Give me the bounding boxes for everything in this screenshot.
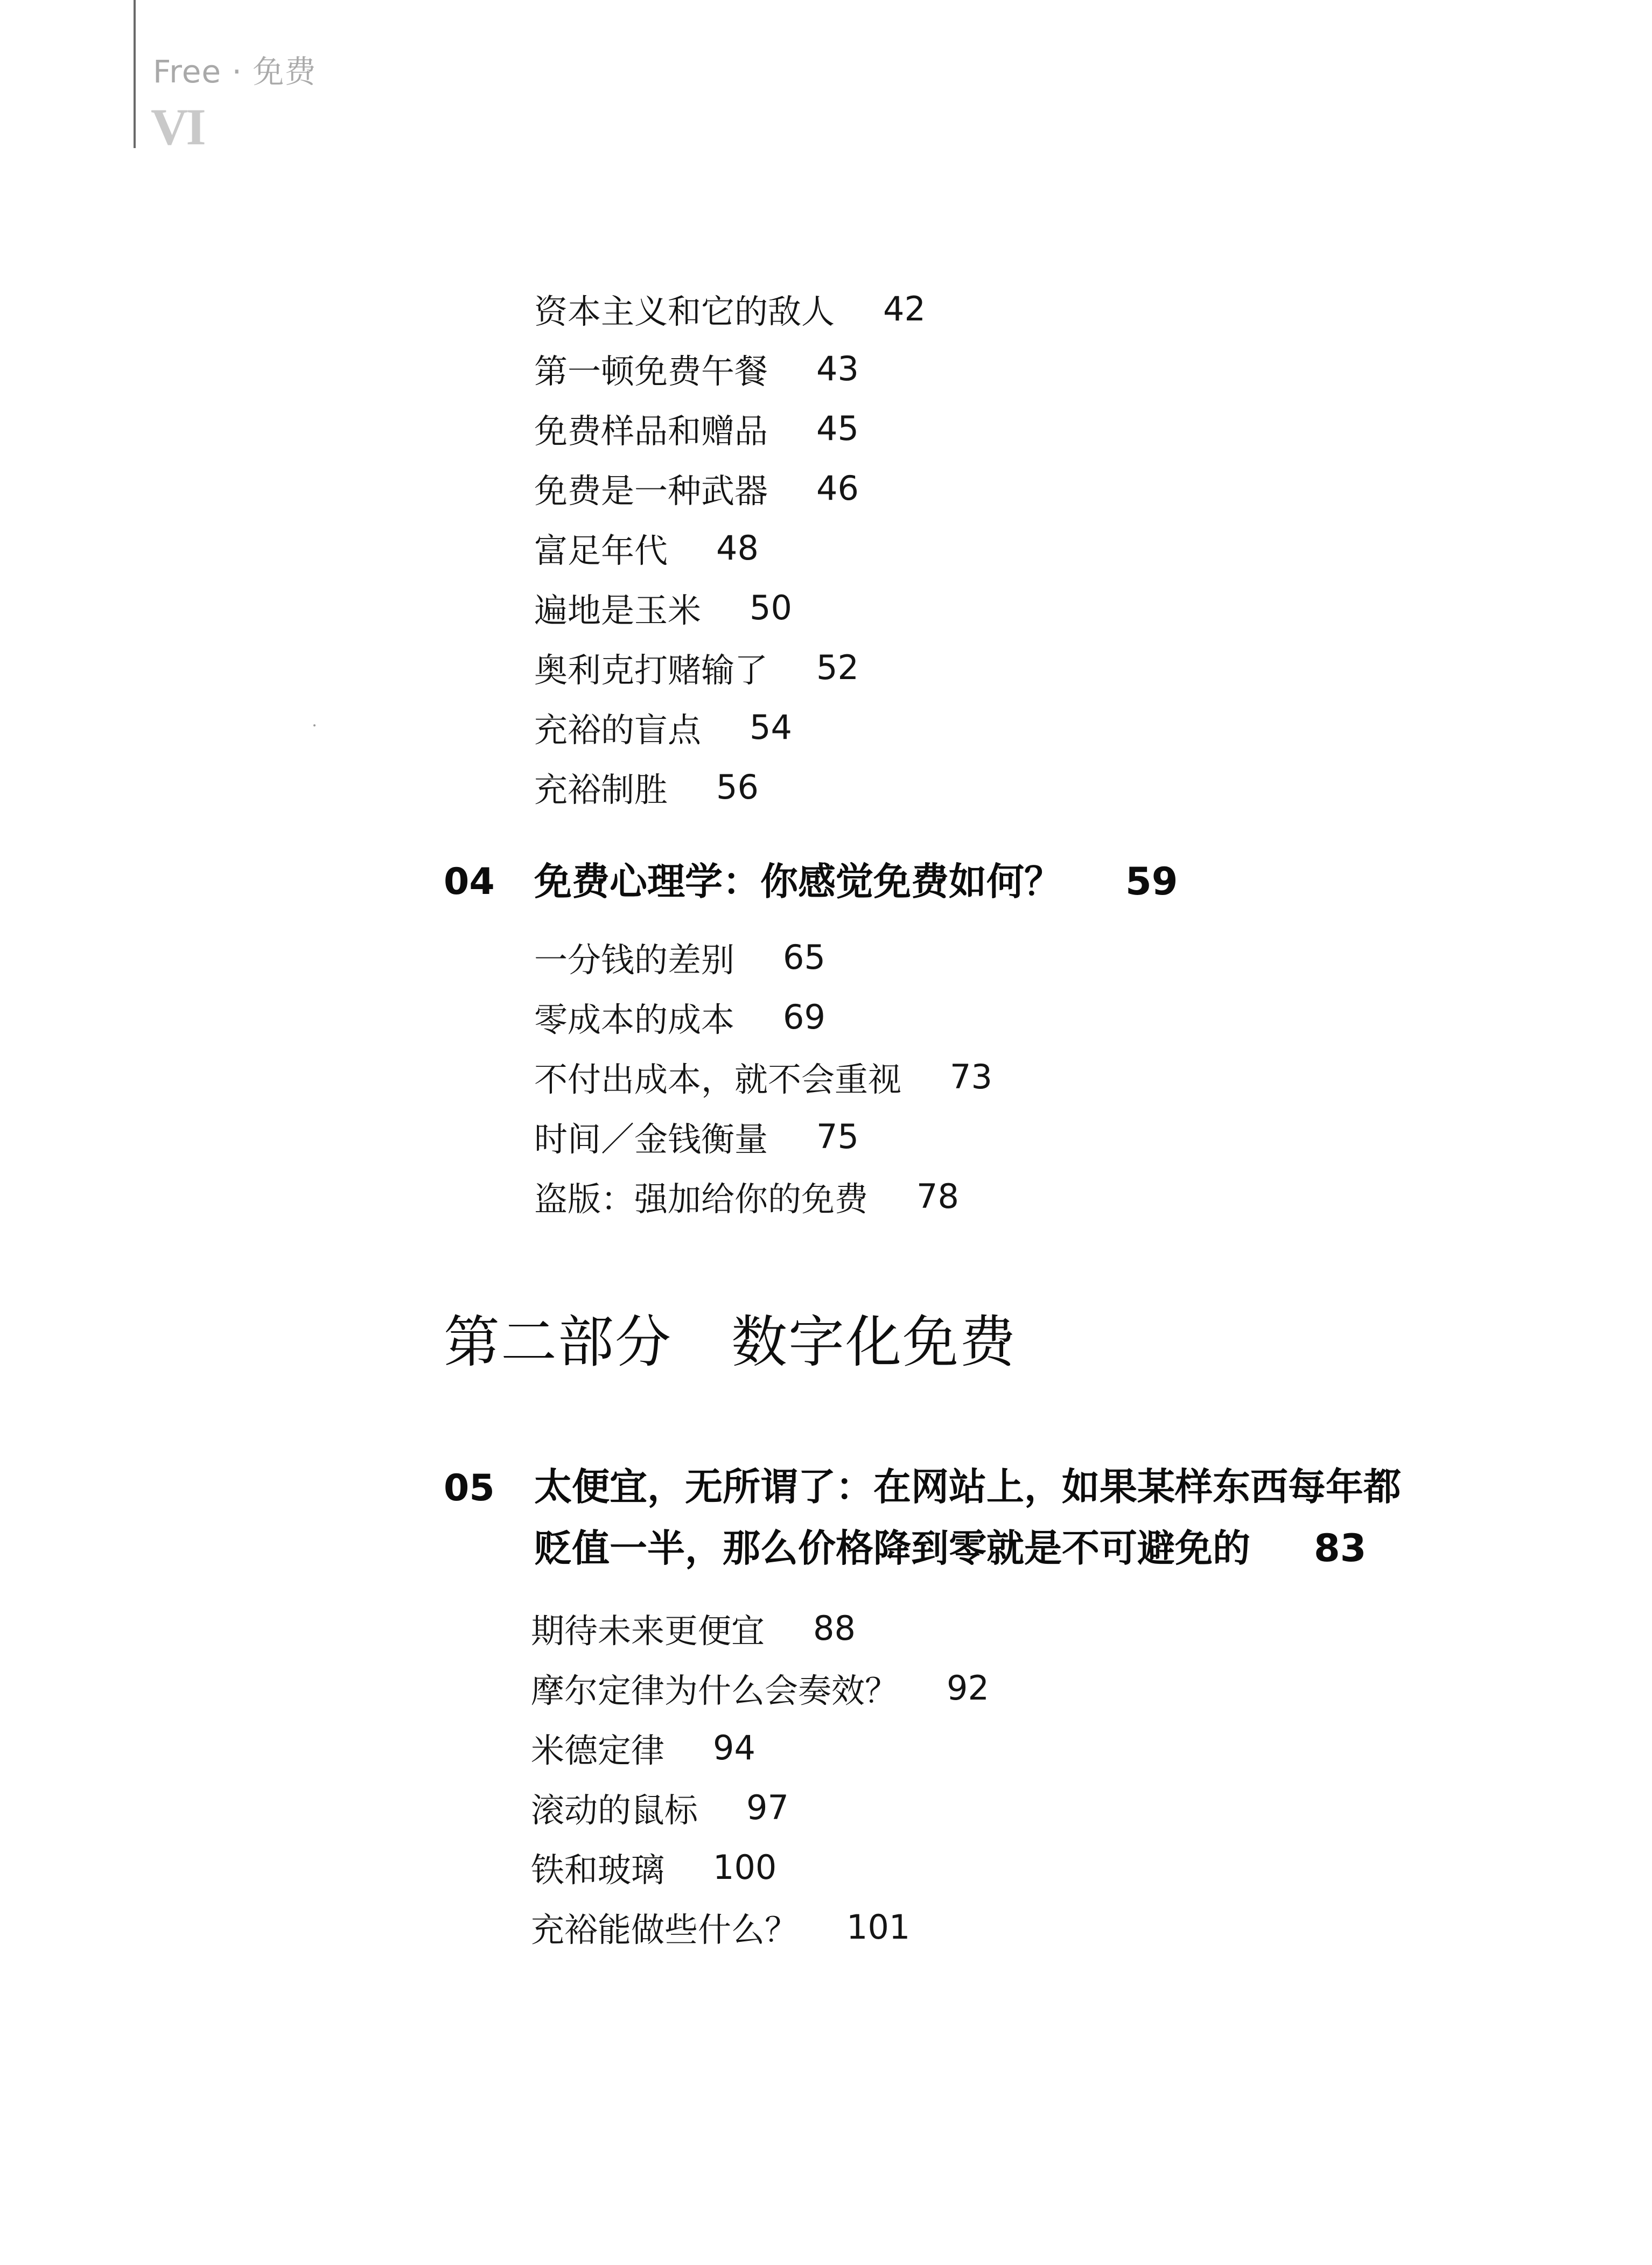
toc-entry-title: 米德定律 <box>531 1731 665 1770</box>
toc-entry[interactable] <box>534 987 992 1047</box>
toc-entry-title: 充裕制胜 <box>534 770 668 809</box>
toc-entry-title: 免费是一种武器 <box>534 471 768 511</box>
part-heading <box>444 1309 1017 1375</box>
toc-entry[interactable] <box>534 697 926 757</box>
toc-entry-title: 摩尔定律为什么会奏效？ <box>531 1671 899 1710</box>
toc-entry-title: 盗版：强加给你的免费 <box>534 1179 869 1219</box>
toc-entry-page: 52 <box>816 648 859 687</box>
toc-entry-page: 45 <box>816 409 859 448</box>
toc-entry-page: 100 <box>713 1848 777 1887</box>
toc-entry[interactable] <box>531 1837 989 1897</box>
toc-entry[interactable] <box>534 1166 992 1226</box>
toc-entry-page: 43 <box>816 349 859 388</box>
toc-entry-page: 50 <box>750 588 792 627</box>
toc-entry-page: 78 <box>916 1177 959 1216</box>
toc-entry[interactable] <box>534 1107 992 1166</box>
chapter-title-line-2 <box>534 1526 1367 1570</box>
toc-entry-title: 一分钱的差别 <box>534 940 735 980</box>
toc-entry[interactable] <box>534 757 926 817</box>
chapter-title-line-1: 太便宜，无所谓了：在网站上，如果某样东西每年都 <box>534 1465 1401 1509</box>
chapter-title-line <box>534 859 1178 904</box>
toc-entry-title: 奥利克打赌输了 <box>534 651 768 690</box>
toc-entry-title: 零成本的成本 <box>534 1000 735 1039</box>
toc-entry[interactable] <box>534 927 992 987</box>
toc-entry-title: 富足年代 <box>534 531 668 570</box>
toc-entry[interactable] <box>534 339 926 399</box>
toc-entry[interactable] <box>531 1897 989 1957</box>
toc-entry-title: 充裕能做些什么？ <box>531 1910 799 1949</box>
chapter-number: 05 <box>444 1467 495 1509</box>
toc-entry-page: 92 <box>947 1668 989 1708</box>
toc-section-list-ch05 <box>531 1598 989 1957</box>
toc-entry-title: 资本主义和它的敌人 <box>534 292 835 331</box>
toc-entry-title: 第一顿免费午餐 <box>534 352 768 391</box>
toc-entry-title: 免费样品和赠品 <box>534 411 768 451</box>
toc-entry-page: 56 <box>716 767 759 807</box>
toc-entry[interactable] <box>534 518 926 578</box>
chapter-page: 59 <box>1125 859 1178 904</box>
toc-entry-title: 时间／金钱衡量 <box>534 1120 768 1159</box>
toc-entry[interactable] <box>531 1658 989 1718</box>
toc-entry-title: 不付出成本，就不会重视 <box>534 1060 902 1099</box>
toc-section-list-ch03 <box>534 279 926 817</box>
toc-entry[interactable] <box>534 638 926 697</box>
scan-speck <box>313 724 316 726</box>
running-header-title: Free · 免费 <box>153 53 317 90</box>
toc-section-list-ch04 <box>534 927 992 1226</box>
toc-entry-title: 遍地是玉米 <box>534 591 702 630</box>
chapter-number: 04 <box>444 861 495 903</box>
part-title: 数字化免费 <box>731 1309 1017 1375</box>
toc-entry[interactable] <box>534 1047 992 1107</box>
toc-entry-page: 94 <box>713 1728 755 1767</box>
chapter-page: 83 <box>1314 1526 1367 1570</box>
toc-entry-title: 充裕的盲点 <box>534 710 702 750</box>
toc-entry-title: 铁和玻璃 <box>531 1850 665 1890</box>
toc-entry-page: 46 <box>816 469 859 508</box>
toc-entry-page: 54 <box>750 708 792 747</box>
chapter-title-continued: 贬值一半，那么价格降到零就是不可避免的 <box>534 1526 1250 1570</box>
toc-entry-page: 97 <box>746 1788 789 1827</box>
toc-entry-page: 75 <box>816 1117 859 1156</box>
toc-entry-page: 73 <box>950 1057 992 1096</box>
toc-entry[interactable] <box>531 1778 989 1837</box>
toc-entry[interactable] <box>531 1718 989 1778</box>
toc-entry-page: 42 <box>883 289 926 328</box>
toc-entry-page: 88 <box>813 1609 856 1648</box>
toc-entry[interactable] <box>531 1598 989 1658</box>
page-number: VI <box>151 98 204 156</box>
header-rule <box>134 0 136 148</box>
toc-entry-page: 65 <box>783 938 825 977</box>
toc-entry-page: 69 <box>783 997 825 1037</box>
toc-entry-page: 101 <box>846 1907 911 1947</box>
toc-entry[interactable] <box>534 279 926 339</box>
part-label: 第二部分 <box>444 1309 673 1375</box>
toc-entry[interactable] <box>534 578 926 638</box>
toc-entry[interactable] <box>534 458 926 518</box>
toc-entry[interactable] <box>534 399 926 458</box>
chapter-title: 免费心理学：你感觉免费如何？ <box>534 859 1062 904</box>
toc-entry-page: 48 <box>716 528 759 568</box>
toc-entry-title: 滚动的鼠标 <box>531 1791 698 1830</box>
toc-entry-title: 期待未来更便宜 <box>531 1611 765 1651</box>
